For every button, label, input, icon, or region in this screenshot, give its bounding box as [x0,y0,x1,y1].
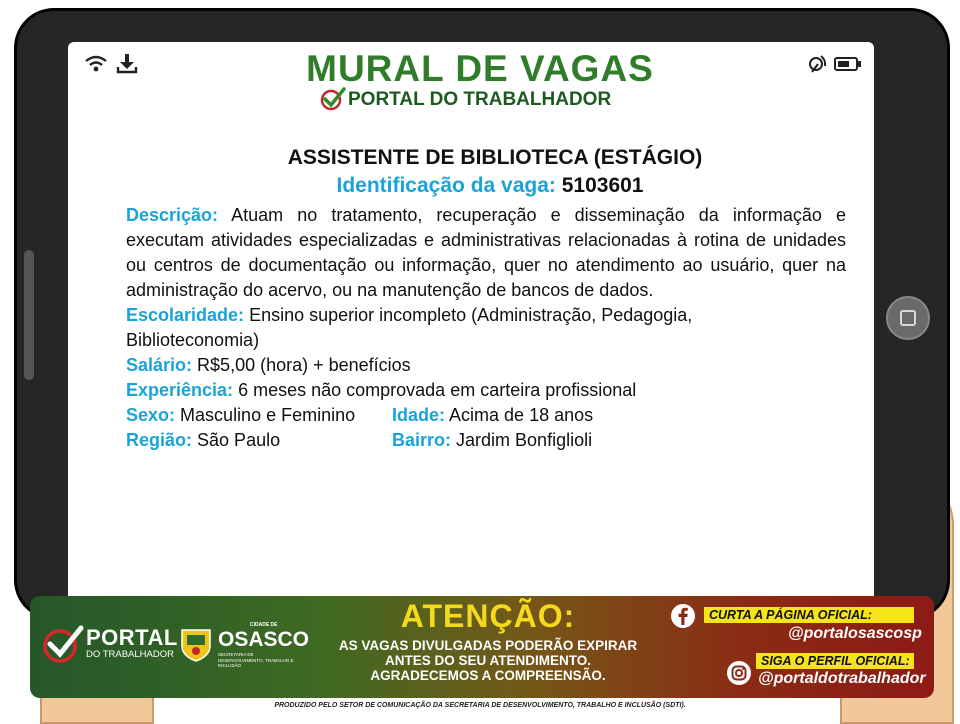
escolaridade-label: Escolaridade: [126,305,245,325]
portal-check-icon [42,624,84,664]
instagram-label: SIGA O PERFIL OFICIAL: [756,653,914,669]
experiencia-paragraph [126,378,846,403]
portal-logo-tag: DO TRABALHADOR [86,649,174,660]
check-icon [320,87,346,111]
osasco-dept: SECRETARIA DE DESENVOLVIMENTO, TRABALHO E INCLUSÃO [218,652,294,668]
sexo-field [126,403,355,428]
osasco-seal-icon [178,624,214,662]
portal-logo-name: PORTAL [86,625,178,650]
osasco-logo [178,622,310,668]
experiencia-text: 6 meses não comprovada em carteira profissional [238,380,637,400]
job-id-label: Identificação da vaga: [336,174,556,197]
escolaridade-paragraph [126,303,766,353]
osasco-city-label: CIDADE DE [250,622,278,628]
salario-label: Salário: [126,355,193,375]
credit-line: PRODUZIDO PELO SETOR DE COMUNICAÇÃO DA SECRETARIA DE DESENVOLVIMENTO, TRABALHO E INCLUSÃO (SDTI). [274,702,686,709]
descricao-paragraph [126,203,846,303]
attention-title: ATENÇÃO: [400,598,576,634]
attention-message [310,638,666,683]
attention-line-3: AGRADECEMOS A COMPREENSÃO. [370,668,606,683]
home-button[interactable] [886,296,930,340]
page-title: MURAL DE VAGAS [306,48,654,89]
attention-line-1: AS VAGAS DIVULGADAS PODERÃO EXPIRAR [338,638,638,653]
descricao-text: Atuam no tratamento, recuperação e disseminação da informação e executam atividades especializadas e administrativas relacionadas à rotina de unidades ou centros de documentação ou informação, quer no atendimento ao usuário, quer na administração do acervo, ou na manutenção de bancos de dados. [126,205,846,300]
escolaridade-text: Ensino superior incompleto (Administração, Pedagogia, Biblioteconomia) [126,305,693,350]
experiencia-label: Experiência: [126,380,234,400]
salario-paragraph [126,353,846,378]
sexo-label: Sexo: [126,405,176,425]
bairro-label: Bairro: [392,430,452,450]
instagram-handle[interactable]: @portaldotrabalhador [758,670,926,687]
facebook-label: CURTA A PÁGINA OFICIAL: [704,607,914,623]
regiao-label: Região: [126,430,193,450]
job-title: ASSISTENTE DE BIBLIOTECA (ESTÁGIO) [287,146,703,169]
sexo-text: Masculino e Feminino [180,405,356,425]
descricao-label: Descrição: [126,205,219,225]
sexo-idade-row [126,403,846,428]
bairro-field [392,428,592,453]
tablet-side-button [24,250,34,380]
portal-logo [42,622,178,666]
osasco-name: OSASCO [218,628,310,651]
attention-line-2: ANTES DO SEU ATENDIMENTO. [384,653,591,668]
idade-label: Idade: [392,405,446,425]
portal-subtitle-text: PORTAL DO TRABALHADOR [348,89,612,110]
regiao-bairro-row [126,428,846,453]
job-id-value: 5103601 [561,174,644,197]
regiao-text: São Paulo [197,430,281,450]
facebook-icon[interactable] [670,603,696,629]
instagram-icon[interactable] [726,660,752,686]
bairro-text: Jardim Bonfiglioli [456,430,593,450]
idade-text: Acima de 18 anos [449,405,594,425]
facebook-handle[interactable]: @portalosascosp [788,625,922,642]
job-details [126,203,846,453]
idade-field [392,403,593,428]
regiao-field [126,428,280,453]
salario-text: R$5,00 (hora) + benefícios [197,355,411,375]
job-id-line [0,174,960,198]
